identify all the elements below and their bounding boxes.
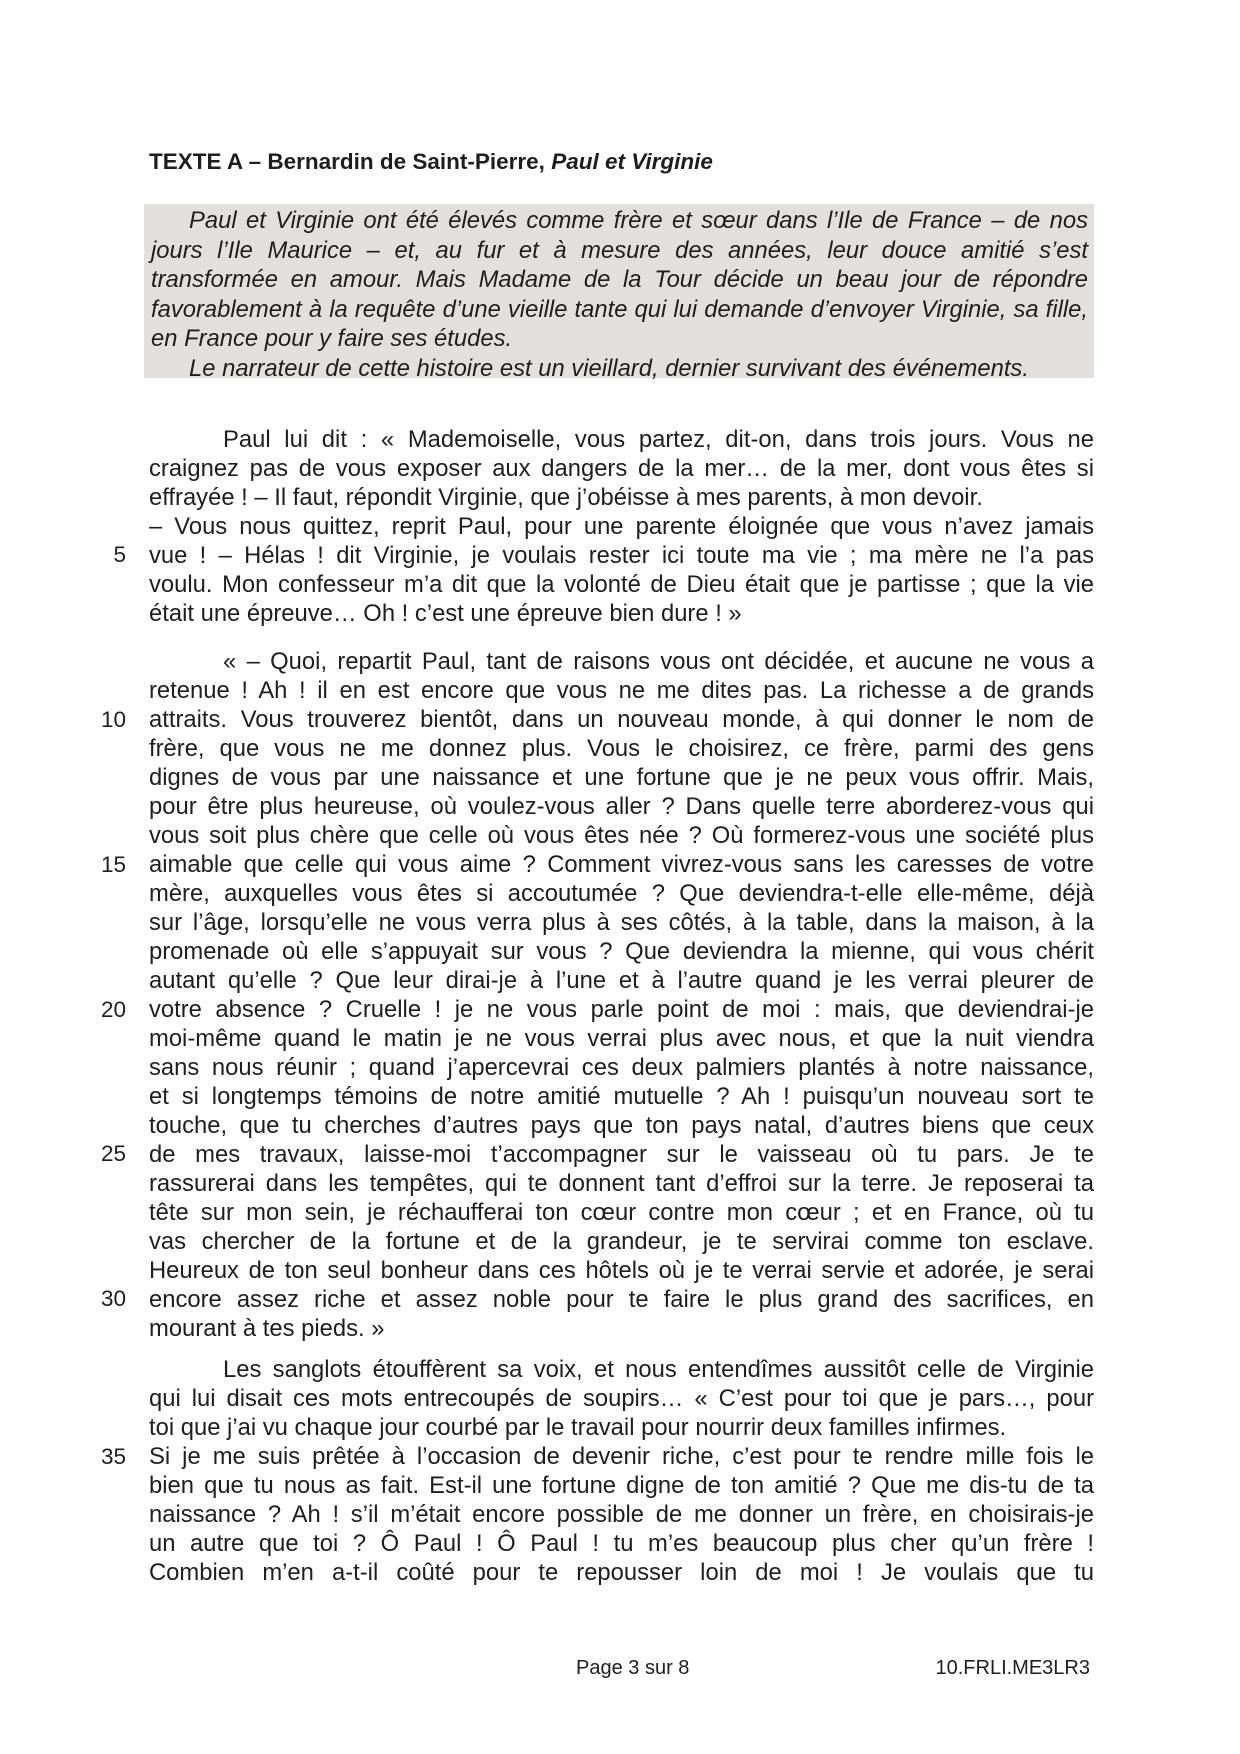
text-line: Paul lui dit : « Mademoiselle, vous partez, dit-on, dans trois jours. Vous ne xyxy=(223,426,1094,453)
line-number: 35 xyxy=(100,1444,126,1469)
text-line: dignes de vous par une naissance et une fortune que je ne peux vous offrir. Mais, xyxy=(149,764,1094,791)
heading-prefix: TEXTE A – Bernardin de Saint-Pierre, xyxy=(149,149,552,174)
text-line: vue ! – Hélas ! dit Virginie, je voulais rester ici toute ma vie ; ma mère ne l’a pas xyxy=(149,542,1094,569)
text-line: sans nous réunir ; quand j’apercevrai ces deux palmiers plantés à notre naissance, xyxy=(149,1054,1094,1081)
text-line: Heureux de ton seul bonheur dans ces hôtels où je te verrai servie et adorée, je serai xyxy=(149,1257,1094,1284)
text-line: pour être plus heureuse, où voulez-vous aller ? Dans quelle terre aborderez-vous qui xyxy=(149,793,1094,820)
text-line: retenue ! Ah ! il en est encore que vous ne me dites pas. La richesse a de grands xyxy=(149,677,1094,704)
text-line: effrayée ! – Il faut, répondit Virginie, que j’obéisse à mes parents, à mon devoir. xyxy=(149,484,983,511)
text-line: aimable que celle qui vous aime ? Comment vivrez-vous sans les caresses de votre xyxy=(149,851,1094,878)
text-line: tête sur mon sein, je réchaufferai ton cœur contre mon cœur ; et en France, où tu xyxy=(149,1199,1094,1226)
text-line: mère, auxquelles vous êtes si accoutumée ? Que deviendra-t-elle elle-même, déjà xyxy=(149,880,1094,907)
text-line: bien que tu nous as fait. Est-il une fortune digne de ton amitié ? Que me dis-tu de ta xyxy=(149,1472,1094,1499)
text-line: attraits. Vous trouverez bientôt, dans un nouveau monde, à qui donner le nom de xyxy=(149,706,1094,733)
text-line: toi que j’ai vu chaque jour courbé par le travail pour nourrir deux familles infirmes. xyxy=(149,1414,1007,1441)
text-line: et si longtemps témoins de notre amitié mutuelle ? Ah ! puisqu’un nouveau sort te xyxy=(149,1083,1094,1110)
text-line: vas chercher de la fortune et de la grandeur, je te servirai comme ton esclave. xyxy=(149,1228,1094,1255)
document-code: 10.FRLI.ME3LR3 xyxy=(935,1657,1090,1679)
text-line: touche, que tu cherches d’autres pays que ton pays natal, d’autres biens que ceux xyxy=(149,1112,1094,1139)
text-line: rassurerai dans les tempêtes, qui te donnent tant d’effroi sur la terre. Je reposerai ta xyxy=(149,1170,1094,1197)
section-heading xyxy=(149,147,713,177)
text-line: votre absence ? Cruelle ! je ne vous parle point de moi : mais, que deviendrai-je xyxy=(149,996,1094,1023)
passage-paragraph-3 xyxy=(149,1355,1094,1587)
line-number: 20 xyxy=(100,997,126,1022)
text-line: un autre que toi ? Ô Paul ! Ô Paul ! tu m’es beaucoup plus cher qu’un frère ! xyxy=(149,1530,1094,1557)
text-line: était une épreuve… Oh ! c’est une épreuve bien dure ! » xyxy=(149,600,742,627)
text-line: promenade où elle s’appuyait sur vous ? Que deviendra la mienne, qui vous chérit xyxy=(149,938,1094,965)
text-line: frère, que vous ne me donnez plus. Vous le choisirez, ce frère, parmi des gens xyxy=(149,735,1094,762)
text-line: autant qu’elle ? Que leur dirai-je à l’une et à l’autre quand je les verrai pleurer de xyxy=(149,967,1094,994)
passage-paragraph-2 xyxy=(149,647,1094,1343)
text-line: de mes travaux, laisse-moi t’accompagner sur le vaisseau où tu pars. Je te xyxy=(149,1141,1094,1168)
text-line: Si je me suis prêtée à l’occasion de devenir riche, c’est pour te rendre mille fois le xyxy=(149,1443,1094,1470)
text-line: craignez pas de vous exposer aux dangers de la mer… de la mer, dont vous êtes si xyxy=(149,455,1094,482)
text-line: mourant à tes pieds. » xyxy=(149,1315,385,1342)
line-number: 15 xyxy=(100,852,126,877)
passage-paragraph-1 xyxy=(149,425,1094,628)
text-line: qui lui disait ces mots entrecoupés de soupirs… « C’est pour toi que je pars…, pour xyxy=(149,1385,1094,1412)
line-number: 5 xyxy=(113,542,126,567)
text-line: Combien m’en a-t-il coûté pour te repousser loin de moi ! Je voulais que tu xyxy=(149,1559,1094,1586)
line-number: 25 xyxy=(100,1141,126,1166)
text-line: moi-même quand le matin je ne vous verrai plus avec nous, et que la nuit viendra xyxy=(149,1025,1094,1052)
text-line: encore assez riche et assez noble pour te faire le plus grand des sacrifices, en xyxy=(149,1286,1094,1313)
text-line: – Vous nous quittez, reprit Paul, pour une parente éloignée que vous n’avez jamais xyxy=(149,513,1094,540)
text-line: naissance ? Ah ! s’il m’était encore possible de me donner un frère, en choisirais-je xyxy=(149,1501,1094,1528)
text-line: Les sanglots étouffèrent sa voix, et nous entendîmes aussitôt celle de Virginie xyxy=(223,1356,1094,1383)
intro-box xyxy=(144,204,1094,382)
text-line: « – Quoi, repartit Paul, tant de raisons vous ont décidée, et aucune ne vous a xyxy=(223,648,1094,675)
text-line: vous soit plus chère que celle où vous êtes née ? Où formerez-vous une société plus xyxy=(149,822,1094,849)
page-number: Page 3 sur 8 xyxy=(576,1657,690,1679)
line-number: 30 xyxy=(100,1286,126,1311)
text-line: sur l’âge, lorsqu’elle ne vous verra plus à ses côtés, à la table, dans la maison, à la xyxy=(149,909,1094,936)
intro-paragraph: Paul et Virginie ont été élevés comme frère et sœur dans l’Ile de France – de nos jours l’Ile Maurice – et, au fur et à mesure des années, leur douce amitié s’est transformée en amour. Mais Madame de la Tour décide un beau jour de répondre favorablement à la requête d’une vieille tante qui lui demande d’envoyer Virginie, sa fille, en France pour y faire ses études. xyxy=(151,207,1088,352)
text-line: voulu. Mon confesseur m’a dit que la volonté de Dieu était que je partisse ; que la vie xyxy=(149,571,1094,598)
work-title: Paul et Virginie xyxy=(551,149,713,174)
intro-narrator-note: Le narrateur de cette histoire est un vieillard, dernier survivant des événements. xyxy=(189,354,1029,382)
line-number: 10 xyxy=(100,707,126,732)
